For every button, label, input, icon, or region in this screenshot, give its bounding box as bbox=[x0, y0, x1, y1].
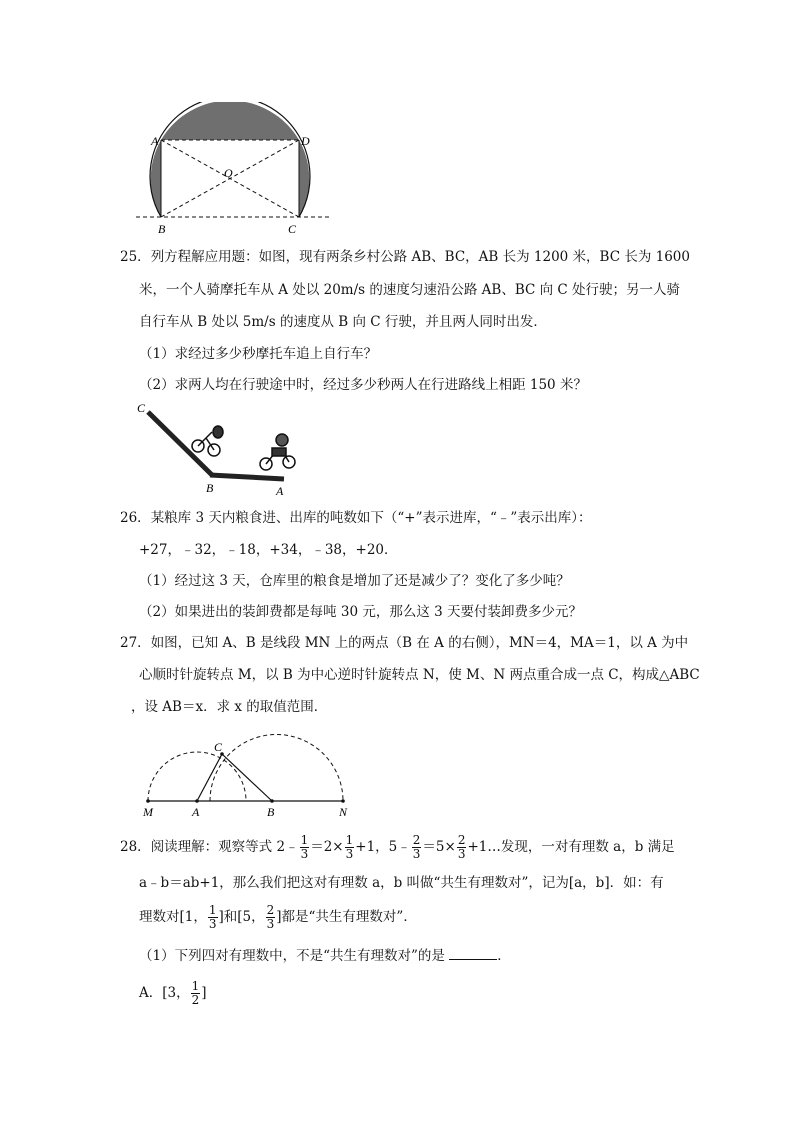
q26-line2: +27，﹣32，﹣18，+34，﹣38，+20． bbox=[139, 542, 398, 558]
arc-left bbox=[148, 752, 246, 801]
q28-text3c: ]都是“共生有理数对”． bbox=[276, 909, 417, 925]
road-cb bbox=[148, 412, 212, 475]
q28-text1c: +1，5﹣ bbox=[355, 839, 411, 855]
q28-text3b: ]和[5， bbox=[218, 909, 265, 925]
q27-number: 27． bbox=[120, 635, 151, 651]
q28-text1d: ＝5× bbox=[422, 839, 456, 855]
bicycle-icon bbox=[192, 426, 223, 456]
q25-line3: 自行车从 B 处以 5m/s 的速度从 B 向 C 行驶，并且两人同时出发． bbox=[139, 314, 547, 330]
option-a-text: A．[3， bbox=[139, 985, 190, 1001]
point-n bbox=[341, 799, 345, 803]
label-d: D bbox=[301, 134, 310, 148]
label-a: A bbox=[151, 134, 159, 148]
q27-line3: ，设 AB＝x．求 x 的取值范围． bbox=[131, 699, 328, 715]
label-b: B bbox=[267, 805, 275, 819]
label-b: B bbox=[158, 222, 166, 236]
arc-right bbox=[210, 735, 343, 802]
frac-den: 3 bbox=[266, 917, 275, 931]
q25-sub1: （1）求经过多少秒摩托车追上自行车？ bbox=[139, 346, 378, 362]
q28-text3a: 理数对[1， bbox=[139, 909, 207, 925]
label-o: O bbox=[224, 166, 233, 180]
fraction-1-3 bbox=[345, 834, 355, 861]
option-a-close: ] bbox=[201, 985, 207, 1001]
q28-option-a bbox=[139, 980, 207, 1007]
fraction-1-2 bbox=[191, 980, 201, 1007]
q27-text1: 如图，已知 A、B 是线段 MN 上的两点（B 在 A 的右侧），MN＝4，MA＝1，以 A 为中 bbox=[150, 635, 689, 651]
fraction-2-3 bbox=[266, 904, 276, 931]
side-bc bbox=[222, 754, 272, 801]
q28-text1a: 阅读理解：观察等式 2﹣ bbox=[150, 839, 299, 855]
point-b bbox=[270, 799, 274, 803]
figure-triangle-arcs bbox=[138, 727, 352, 819]
frac-den: 3 bbox=[208, 917, 217, 931]
frac-den: 3 bbox=[300, 847, 309, 861]
road-ba bbox=[210, 475, 284, 479]
q25-sub2: （2）求两人均在行驶途中时，经过多少秒两人在行进路线上相距 150 米？ bbox=[139, 377, 587, 393]
q28-line3 bbox=[139, 904, 417, 931]
q28-number: 28． bbox=[120, 839, 151, 855]
frac-num: 2 bbox=[266, 903, 275, 917]
figure-roads bbox=[134, 396, 304, 498]
frac-num: 1 bbox=[208, 903, 217, 917]
frac-den: 2 bbox=[191, 993, 200, 1007]
label-c: C bbox=[137, 401, 146, 415]
figure-semicircle-rectangle bbox=[134, 102, 334, 236]
frac-den: 3 bbox=[457, 847, 466, 861]
q28-sub1-text: （1）下列四对有理数中，不是“共生有理数对”的是 bbox=[139, 948, 445, 964]
q25-number: 25． bbox=[120, 249, 151, 265]
q28-line1 bbox=[120, 834, 675, 861]
label-c: C bbox=[214, 740, 223, 754]
answer-blank bbox=[449, 947, 497, 960]
q28-line2: a﹣b＝ab+1，那么我们把这对有理数 a，b 叫做“共生有理数对”，记为[a，b]．如：有 bbox=[139, 875, 664, 891]
q25-line1 bbox=[120, 247, 690, 267]
label-c: C bbox=[288, 222, 297, 236]
point-m bbox=[146, 799, 150, 803]
frac-num: 2 bbox=[412, 833, 421, 847]
q27-line1 bbox=[120, 633, 688, 653]
frac-num: 1 bbox=[191, 979, 200, 993]
point-a bbox=[195, 799, 199, 803]
q28-sub1 bbox=[139, 946, 511, 966]
frac-den: 3 bbox=[345, 847, 354, 861]
q26-sub2: （2）如果进出的装卸费都是每吨 30 元，那么这 3 天要付装卸费多少元？ bbox=[139, 604, 583, 620]
label-b: B bbox=[206, 481, 214, 495]
fraction-2-3 bbox=[457, 834, 467, 861]
q28-sub1-end: ． bbox=[497, 948, 511, 964]
label-a: A bbox=[192, 805, 200, 819]
motorcycle-icon bbox=[260, 434, 295, 470]
q28-text1e: +1…发现，一对有理数 a，b 满足 bbox=[467, 839, 675, 855]
shaded-cap bbox=[161, 102, 299, 140]
fraction-2-3 bbox=[412, 834, 422, 861]
label-m: M bbox=[143, 805, 153, 819]
q25-text1: 列方程解应用题：如图，现有两条乡村公路 AB、BC，AB 长为 1200 米，BC 长为 1600 bbox=[150, 249, 690, 265]
q25-line2: 米，一个人骑摩托车从 A 处以 20m/s 的速度匀速沿公路 AB、BC 向 C 处行驶；另一人骑 bbox=[139, 282, 681, 298]
side-ac bbox=[197, 754, 222, 801]
frac-num: 1 bbox=[300, 833, 309, 847]
frac-num: 1 bbox=[345, 833, 354, 847]
frac-den: 3 bbox=[412, 847, 421, 861]
label-a: A bbox=[276, 484, 284, 498]
q26-text1: 某粮库 3 天内粮食进、出库的吨数如下（“+”表示进库，“﹣”表示出库）： bbox=[150, 510, 592, 526]
frac-num: 2 bbox=[457, 833, 466, 847]
q26-number: 26． bbox=[120, 510, 151, 526]
fraction-1-3 bbox=[208, 904, 218, 931]
q28-text1b: ＝2× bbox=[310, 839, 344, 855]
q26-sub1: （1）经过这 3 天，仓库里的粮食是增加了还是减少了？变化了多少吨？ bbox=[139, 573, 570, 589]
label-n: N bbox=[339, 805, 348, 819]
q27-line2: 心顺时针旋转点 M，以 B 为中心逆时针旋转点 N，使 M、N 两点重合成一点 C，构成△ABC bbox=[139, 667, 700, 683]
fraction-1-3 bbox=[300, 834, 310, 861]
q26-line1 bbox=[120, 508, 592, 528]
